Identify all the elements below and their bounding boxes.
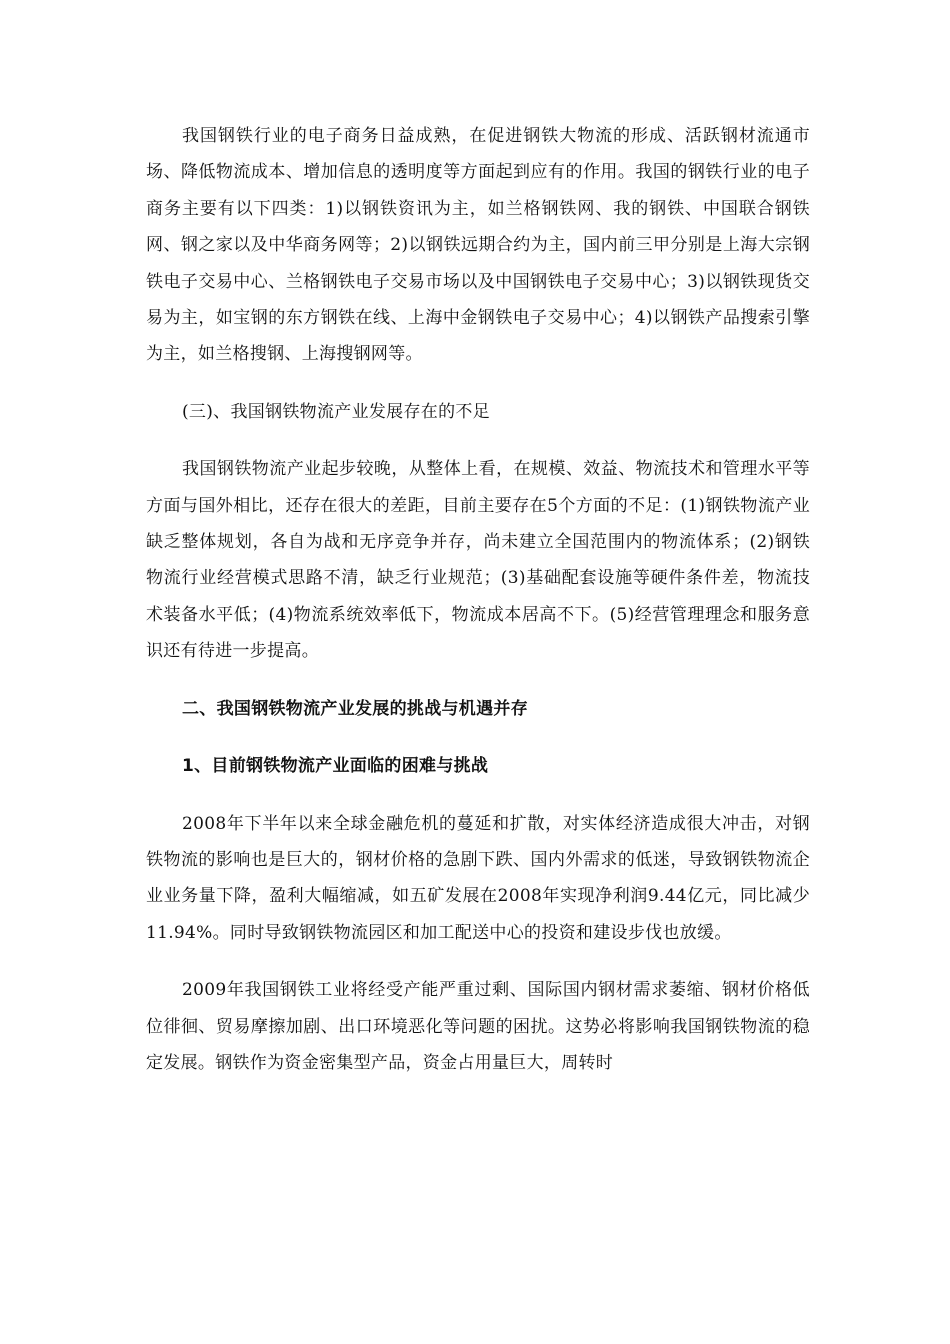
paragraph-financial-crisis: 2008年下半年以来全球金融危机的蔓延和扩散，对实体经济造成很大冲击，对钢铁物流的影响也是巨大的，钢材价格的急剧下跌、国内外需求的低迷，导致钢铁物流企业业务量下降，盈利大幅缩减，如五矿发展在2008年实现净利润9.44亿元，同比减少11.94%。同时导致钢铁物流园区和加工配送中心的投资和建设步伐也放缓。 — [146, 813, 810, 943]
paragraph-2009-outlook: 2009年我国钢铁工业将经受产能严重过剩、国际国内钢材需求萎缩、钢材价格低位徘徊、贸易摩擦加剧、出口环境恶化等问题的困扰。这势必将影响我国钢铁物流的稳定发展。钢铁作为资金密集型产品，资金占用量巨大，周转时 — [146, 980, 810, 1073]
spacer — [146, 430, 810, 451]
spacer — [146, 373, 810, 394]
spacer — [146, 785, 810, 806]
chapter-heading-challenges: 二、我国钢铁物流产业发展的挑战与机遇并存 — [182, 698, 528, 719]
document-body — [146, 118, 810, 1081]
spacer — [146, 670, 810, 691]
paragraph-ecommerce: 我国钢铁行业的电子商务日益成熟，在促进钢铁大物流的形成、活跃钢材流通市场、降低物流成本、增加信息的透明度等方面起到应有的作用。我国的钢铁行业的电子商务主要有以下四类：1)以钢铁资讯为主，如兰格钢铁网、我的钢铁、中国联合钢铁网、钢之家以及中华商务网等；2)以钢铁远期合约为主，国内前三甲分别是上海大宗钢铁电子交易中心、兰格钢铁电子交易市场以及中国钢铁电子交易中心；3)以钢铁现货交易为主，如宝钢的东方钢铁在线、上海中金钢铁电子交易中心；4)以钢铁产品搜索引擎为主，如兰格搜钢、上海搜钢网等。 — [146, 126, 810, 365]
subsection-heading-difficulties: 1、目前钢铁物流产业面临的困难与挑战 — [182, 756, 489, 777]
spacer — [146, 951, 810, 972]
spacer — [146, 727, 810, 748]
paragraph-shortcomings: 我国钢铁物流产业起步较晚，从整体上看，在规模、效益、物流技术和管理水平等方面与国外相比，还存在很大的差距，目前主要存在5个方面的不足：(1)钢铁物流产业缺乏整体规划，各自为战和无序竞争并存，尚未建立全国范围内的物流体系；(2)钢铁物流行业经营模式思路不清，缺乏行业规范；(3)基础配套设施等硬件条件差，物流技术装备水平低；(4)物流系统效率低下，物流成本居高不下。(5)经营管理理念和服务意识还有待进一步提高。 — [146, 459, 810, 662]
section-heading-shortcomings: (三)、我国钢铁物流产业发展存在的不足 — [182, 401, 490, 422]
